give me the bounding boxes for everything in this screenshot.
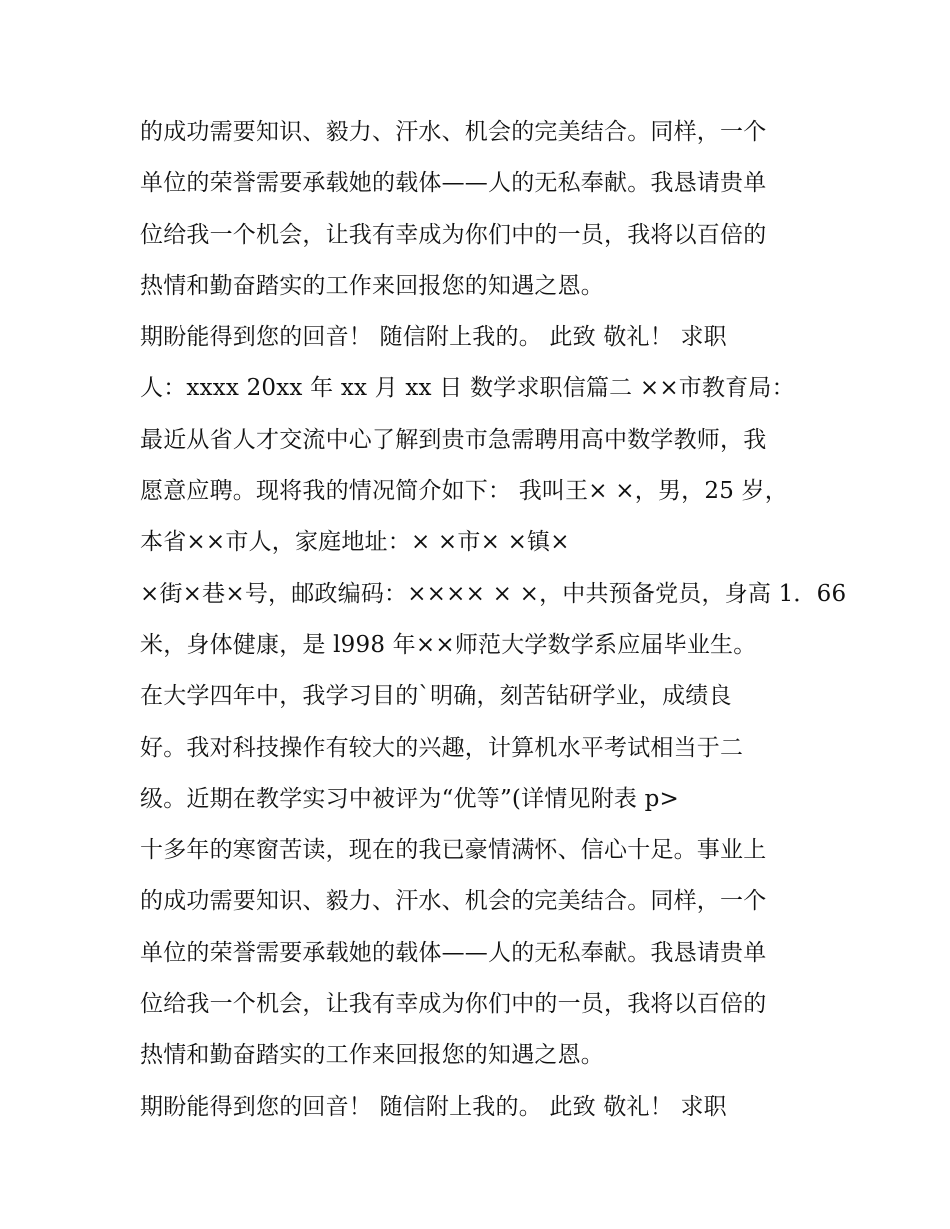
text-line: 热情和勤奋踏实的工作来回报您的知遇之恩。 bbox=[140, 272, 604, 299]
text-line: 位给我一个机会，让我有幸成为你们中的一员，我将以百倍的 bbox=[140, 221, 767, 248]
text-line: 在大学四年中，我学习目的`明确，刻苦钻研学业，成绩良 bbox=[140, 683, 732, 710]
text-line: 热情和勤奋踏实的工作来回报您的知遇之恩。 bbox=[140, 1042, 604, 1069]
text-line: 的成功需要知识、毅力、汗水、机会的完美结合。同样，一个 bbox=[140, 888, 767, 915]
text-line: 人：xxxx 20xx 年 xx 月 xx 日 数学求职信篇二 ××市教育局： bbox=[140, 375, 795, 402]
text-line: 期盼能得到您的回音！ 随信附上我的。 此致 敬礼！ 求职 bbox=[140, 1093, 727, 1120]
body-text bbox=[140, 107, 847, 1133]
text-line: 好。我对科技操作有较大的兴趣，计算机水平考试相当于二 bbox=[140, 734, 744, 761]
text-line: 最近从省人才交流中心了解到贵市急需聘用高中数学教师，我 bbox=[140, 426, 767, 453]
text-line: 期盼能得到您的回音！ 随信附上我的。 此致 敬礼！ 求职 bbox=[140, 324, 727, 351]
text-line: 本省××市人，家庭地址：× ×市× ×镇× bbox=[140, 529, 570, 556]
text-line: 米，身体健康，是 l998 年××师范大学数学系应届毕业生。 bbox=[140, 631, 757, 658]
text-line: 愿意应聘。现将我的情况简介如下： 我叫王× ×，男，25 岁， bbox=[140, 478, 788, 505]
text-line: 单位的荣誉需要承载她的载体——人的无私奉献。我恳请贵单 bbox=[140, 170, 767, 197]
text-line: 十多年的寒窗苦读，现在的我已豪情满怀、信心十足。事业上 bbox=[140, 837, 767, 864]
text-line: 位给我一个机会，让我有幸成为你们中的一员，我将以百倍的 bbox=[140, 991, 767, 1018]
text-line: 的成功需要知识、毅力、汗水、机会的完美结合。同样，一个 bbox=[140, 119, 767, 145]
text-line: 单位的荣誉需要承载她的载体——人的无私奉献。我恳请贵单 bbox=[140, 939, 767, 966]
text-line: 级。近期在教学实习中被评为“优等”(详情见附表 p> bbox=[140, 785, 679, 812]
text-line: ×街×巷×号，邮政编码：×××× × ×，中共预备党员，身高 1．66 bbox=[140, 580, 847, 607]
